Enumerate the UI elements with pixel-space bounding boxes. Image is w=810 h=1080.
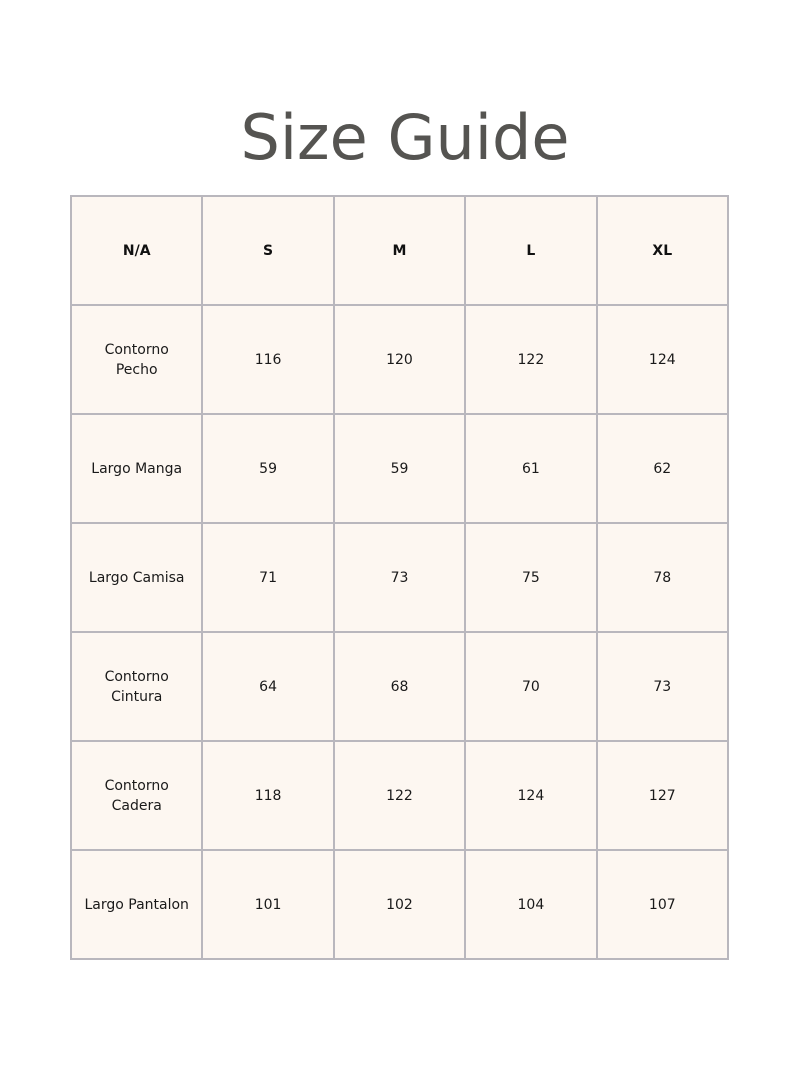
table-cell: 73 [334, 523, 465, 632]
table-cell: 118 [202, 741, 333, 850]
row-label: Largo Pantalon [71, 850, 202, 959]
table-cell: 104 [465, 850, 596, 959]
table-cell: 124 [597, 305, 728, 414]
table-row [71, 741, 728, 850]
row-label: Contorno Cadera [71, 741, 202, 850]
table-row [71, 523, 728, 632]
table-cell: 78 [597, 523, 728, 632]
table-cell: 64 [202, 632, 333, 741]
header-cell-s: S [202, 196, 333, 305]
table-header-row [71, 196, 728, 305]
table-cell: 116 [202, 305, 333, 414]
table-cell: 71 [202, 523, 333, 632]
table-cell: 107 [597, 850, 728, 959]
table-cell: 122 [334, 741, 465, 850]
table-row [71, 850, 728, 959]
row-label: Largo Camisa [71, 523, 202, 632]
table-cell: 124 [465, 741, 596, 850]
table-cell: 120 [334, 305, 465, 414]
size-guide-table [70, 195, 729, 960]
row-label: Contorno Cintura [71, 632, 202, 741]
table-cell: 68 [334, 632, 465, 741]
header-cell-xl: XL [597, 196, 728, 305]
table-row [71, 632, 728, 741]
table-cell: 73 [597, 632, 728, 741]
row-label: Largo Manga [71, 414, 202, 523]
table-cell: 59 [334, 414, 465, 523]
table-cell: 62 [597, 414, 728, 523]
table-cell: 127 [597, 741, 728, 850]
table-row [71, 305, 728, 414]
table-cell: 75 [465, 523, 596, 632]
table-cell: 61 [465, 414, 596, 523]
table-cell: 122 [465, 305, 596, 414]
page-title: Size Guide [240, 101, 570, 174]
table-cell: 101 [202, 850, 333, 959]
header-cell-m: M [334, 196, 465, 305]
table-cell: 70 [465, 632, 596, 741]
table-cell: 59 [202, 414, 333, 523]
table-row [71, 414, 728, 523]
header-cell-corner: N/A [71, 196, 202, 305]
header-cell-l: L [465, 196, 596, 305]
table-cell: 102 [334, 850, 465, 959]
row-label: Contorno Pecho [71, 305, 202, 414]
